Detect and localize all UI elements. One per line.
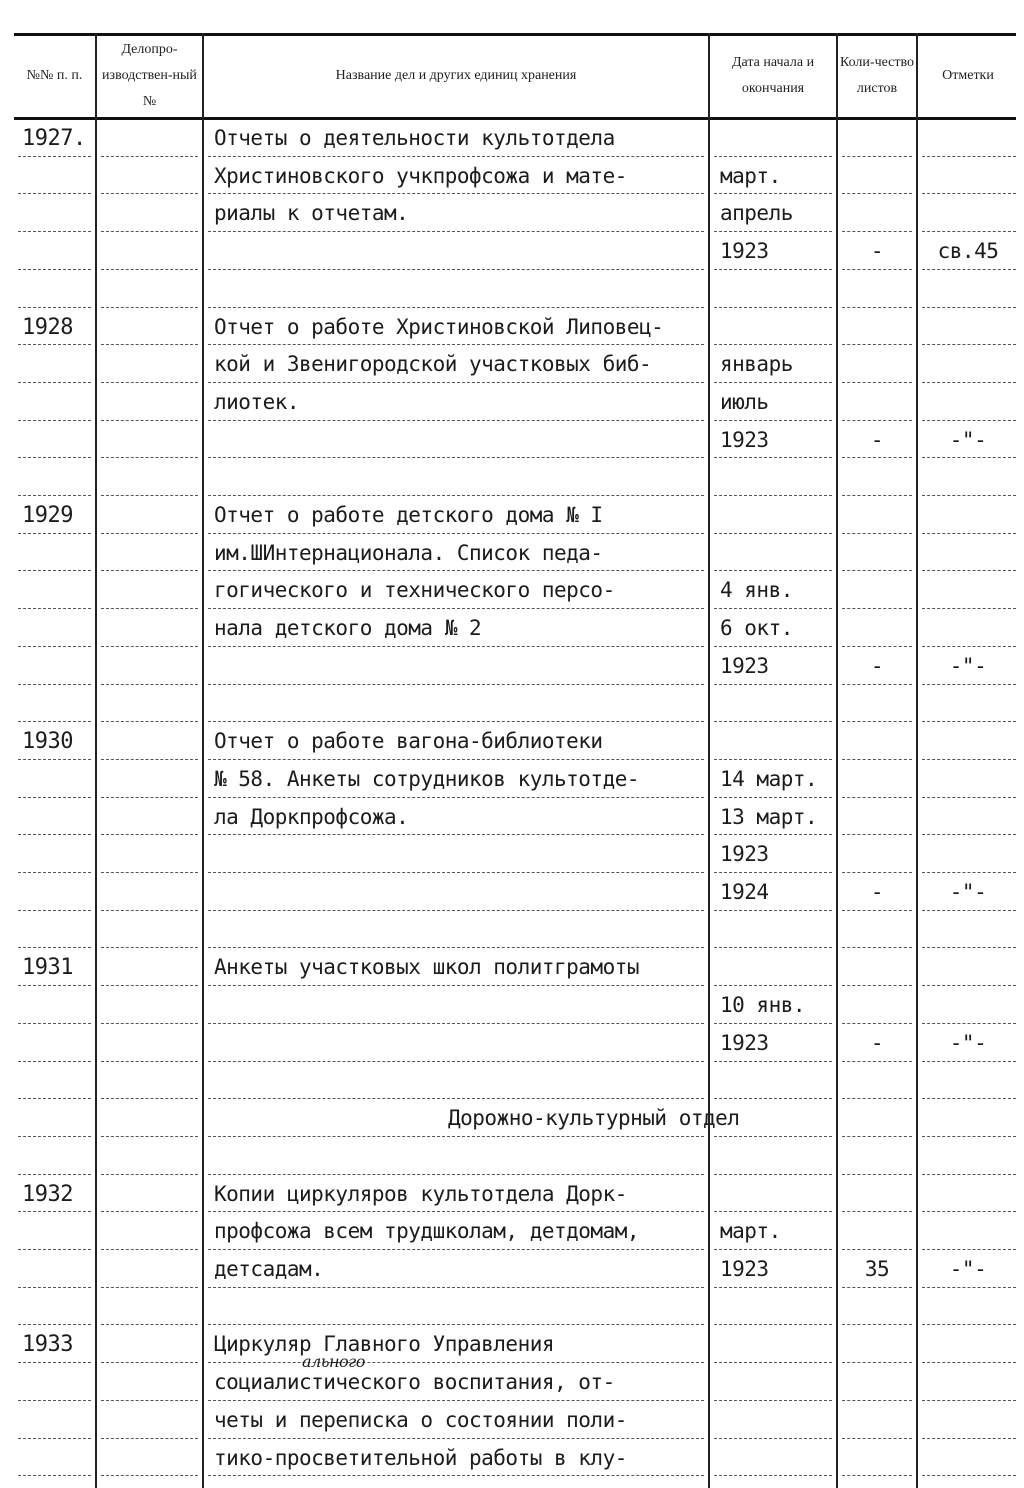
row-rule: [842, 307, 912, 308]
entry-date: январь: [720, 352, 793, 377]
row-rule: [18, 156, 91, 157]
row-rule: [18, 1136, 91, 1137]
row-rule: [842, 608, 912, 609]
row-rule: [842, 231, 912, 232]
row-rule: [18, 344, 91, 345]
row-rule: [922, 1136, 1016, 1137]
row-rule: [922, 1098, 1016, 1099]
row-rule: [922, 1438, 1016, 1439]
row-rule: [208, 156, 704, 157]
entry-number: 1930: [22, 729, 73, 755]
row-rule: [208, 420, 704, 421]
row-rule: [922, 1023, 1016, 1024]
row-rule: [714, 193, 832, 194]
column-divider: [708, 33, 710, 1488]
entry-date: март.: [720, 1219, 781, 1244]
row-rule: [18, 797, 91, 798]
row-rule: [208, 1174, 704, 1175]
entry-title-line: ла Доркпрофсожа.: [214, 804, 409, 829]
row-rule: [208, 797, 704, 798]
row-rule: [208, 759, 704, 760]
row-rule: [208, 1362, 704, 1363]
entry-title-line: детсадам.: [214, 1257, 324, 1281]
row-rule: [18, 420, 91, 421]
row-rule: [714, 420, 832, 421]
row-rule: [842, 759, 912, 760]
row-rule: [842, 193, 912, 194]
row-rule: [208, 1438, 704, 1439]
entry-date: 1923: [720, 427, 769, 452]
row-rule: [208, 382, 704, 383]
row-rule: [208, 495, 704, 496]
row-rule: [922, 608, 1016, 609]
row-rule: [101, 872, 198, 873]
row-rule: [101, 382, 198, 383]
row-rule: [714, 1023, 832, 1024]
entry-title-line: риалы к отчетам.: [214, 201, 409, 226]
row-rule: [208, 1249, 704, 1250]
entry-number: 1927.: [22, 126, 86, 151]
row-rule: [714, 797, 832, 798]
entry-date: 10 янв.: [720, 993, 806, 1018]
row-rule: [842, 570, 912, 571]
row-rule: [922, 420, 1016, 421]
entry-sheet-count: -: [870, 427, 884, 452]
row-rule: [101, 721, 198, 722]
row-rule: [922, 382, 1016, 383]
row-rule: [922, 759, 1016, 760]
row-rule: [714, 457, 832, 458]
row-rule: [714, 834, 832, 835]
entry-title-line: Христиновского учкпрофсожа и мате-: [214, 163, 627, 188]
row-rule: [208, 1324, 704, 1325]
row-rule: [101, 307, 198, 308]
row-rule: [101, 646, 198, 647]
entry-title-line: Отчет о работе вагона-библиотеки: [214, 729, 603, 754]
row-rule: [208, 1136, 704, 1137]
row-rule: [922, 646, 1016, 647]
row-rule: [18, 759, 91, 760]
row-rule: [922, 156, 1016, 157]
row-rule: [101, 1287, 198, 1288]
row-rule: [842, 269, 912, 270]
row-rule: [101, 985, 198, 986]
row-rule: [208, 985, 704, 986]
row-rule: [714, 910, 832, 911]
entry-title-line: социалистического воспитания, от-: [214, 1370, 615, 1395]
row-rule: [208, 1061, 704, 1062]
row-rule: [842, 1324, 912, 1325]
row-rule: [101, 193, 198, 194]
row-rule: [101, 1400, 198, 1401]
row-rule: [101, 1362, 198, 1363]
header-dates: Дата начала и окончания: [731, 55, 815, 96]
row-rule: [18, 1211, 91, 1212]
row-rule: [18, 1098, 91, 1099]
header-title: Название дел и других единиц хранения: [335, 68, 577, 83]
row-rule: [714, 1098, 832, 1099]
row-rule: [714, 1136, 832, 1137]
row-rule: [842, 457, 912, 458]
row-rule: [208, 1287, 704, 1288]
row-rule: [18, 307, 91, 308]
row-rule: [842, 947, 912, 948]
entry-title-line: кой и Звенигородской участковых биб-: [214, 352, 652, 377]
row-rule: [922, 721, 1016, 722]
row-rule: [18, 1249, 91, 1250]
entry-title-line: профсожа всем трудшколам, детдомам,: [214, 1219, 640, 1244]
row-rule: [101, 1249, 198, 1250]
entry-number: 1931: [22, 955, 73, 981]
row-rule: [18, 1174, 91, 1175]
entry-date: 1923: [720, 1030, 769, 1055]
row-rule: [922, 570, 1016, 571]
row-rule: [18, 721, 91, 722]
entry-date: 13 март.: [720, 804, 818, 829]
row-rule: [842, 533, 912, 534]
entry-title-line: Анкеты участковых школ политграмоты: [214, 955, 640, 980]
row-rule: [208, 570, 704, 571]
row-rule: [922, 344, 1016, 345]
entry-title-line: Отчет о работе детского дома № I: [214, 503, 603, 527]
row-rule: [842, 721, 912, 722]
row-rule: [101, 420, 198, 421]
row-rule: [208, 193, 704, 194]
row-rule: [714, 1324, 832, 1325]
row-rule: [101, 1438, 198, 1439]
row-rule: [208, 231, 704, 232]
row-rule: [208, 910, 704, 911]
row-rule: [714, 608, 832, 609]
row-rule: [18, 1400, 91, 1401]
entry-date: 1923: [720, 239, 769, 264]
row-rule: [714, 1362, 832, 1363]
entry-number: 1933: [22, 1332, 73, 1358]
row-rule: [208, 533, 704, 534]
row-rule: [208, 344, 704, 345]
row-rule: [714, 1061, 832, 1062]
entry-notes: -"-: [949, 880, 987, 904]
row-rule: [18, 1438, 91, 1439]
row-rule: [842, 1023, 912, 1024]
row-rule: [842, 344, 912, 345]
row-rule: [842, 1400, 912, 1401]
entry-title-line: Отчеты о деятельности культотдела: [214, 126, 615, 150]
entry-date: апрель: [720, 201, 793, 226]
entry-title-line: четы и переписка о состоянии поли-: [214, 1407, 627, 1432]
row-rule: [18, 1475, 91, 1476]
row-rule: [842, 1362, 912, 1363]
row-rule: [101, 684, 198, 685]
handwritten-correction: ального: [302, 1352, 365, 1372]
row-rule: [101, 797, 198, 798]
row-rule: [208, 872, 704, 873]
row-rule: [714, 872, 832, 873]
row-rule: [714, 646, 832, 647]
row-rule: [208, 1023, 704, 1024]
row-rule: [842, 1475, 912, 1476]
row-rule: [208, 1475, 704, 1476]
row-rule: [208, 608, 704, 609]
entry-title-line: Копии циркуляров культотдела Дорк-: [214, 1181, 627, 1206]
header-num: №№ п. п.: [26, 68, 83, 83]
row-rule: [208, 269, 704, 270]
row-rule: [208, 721, 704, 722]
row-rule: [922, 1324, 1016, 1325]
row-rule: [101, 570, 198, 571]
column-divider: [202, 33, 204, 1488]
row-rule: [18, 193, 91, 194]
row-rule: [101, 533, 198, 534]
row-rule: [208, 834, 704, 835]
entry-sheet-count: -: [870, 1030, 884, 1055]
entry-date: 14 март.: [720, 766, 818, 791]
row-rule: [714, 1249, 832, 1250]
row-rule: [208, 457, 704, 458]
row-rule: [922, 797, 1016, 798]
row-rule: [18, 608, 91, 609]
row-rule: [922, 533, 1016, 534]
row-rule: [922, 1174, 1016, 1175]
row-rule: [18, 1362, 91, 1363]
row-rule: [18, 533, 91, 534]
row-rule: [714, 985, 832, 986]
row-rule: [208, 1400, 704, 1401]
row-rule: [922, 947, 1016, 948]
header-notes: Отметки: [942, 68, 994, 83]
row-rule: [922, 1211, 1016, 1212]
row-rule: [714, 495, 832, 496]
entry-date: 1923: [720, 1257, 769, 1281]
entry-date: 1923: [720, 653, 769, 678]
row-rule: [842, 1211, 912, 1212]
row-rule: [18, 1061, 91, 1062]
row-rule: [842, 420, 912, 421]
row-rule: [714, 344, 832, 345]
entry-sheet-count: -: [870, 653, 884, 678]
row-rule: [842, 1287, 912, 1288]
row-rule: [18, 495, 91, 496]
row-rule: [208, 307, 704, 308]
row-rule: [18, 834, 91, 835]
entry-date: 1923: [720, 842, 769, 867]
entry-notes: -"-: [949, 1030, 987, 1055]
row-rule: [18, 1023, 91, 1024]
row-rule: [714, 1211, 832, 1212]
row-rule: [922, 1400, 1016, 1401]
row-rule: [922, 495, 1016, 496]
row-rule: [101, 231, 198, 232]
row-rule: [714, 307, 832, 308]
row-rule: [18, 910, 91, 911]
entry-sheet-count: -: [870, 880, 884, 904]
row-rule: [842, 156, 912, 157]
entry-date: июль: [720, 389, 769, 414]
row-rule: [714, 231, 832, 232]
row-rule: [18, 947, 91, 948]
entry-title-line: нала детского дома № 2: [214, 616, 482, 641]
row-rule: [922, 910, 1016, 911]
row-rule: [101, 1174, 198, 1175]
row-rule: [18, 269, 91, 270]
row-rule: [101, 457, 198, 458]
row-rule: [18, 684, 91, 685]
row-rule: [18, 231, 91, 232]
row-rule: [842, 684, 912, 685]
row-rule: [714, 1287, 832, 1288]
row-rule: [842, 495, 912, 496]
entry-notes: св.45: [937, 239, 999, 264]
row-rule: [101, 834, 198, 835]
header-sheets: Коли-чество листов: [839, 55, 915, 96]
row-rule: [922, 1475, 1016, 1476]
row-rule: [18, 1324, 91, 1325]
row-rule: [922, 1362, 1016, 1363]
row-rule: [842, 1438, 912, 1439]
row-rule: [842, 1174, 912, 1175]
row-rule: [714, 721, 832, 722]
row-rule: [714, 759, 832, 760]
row-rule: [101, 759, 198, 760]
row-rule: [922, 307, 1016, 308]
entry-title-line: гогического и технического персо-: [214, 578, 615, 603]
row-rule: [714, 1475, 832, 1476]
row-rule: [101, 947, 198, 948]
column-divider: [95, 33, 97, 1488]
row-rule: [922, 834, 1016, 835]
row-rule: [18, 872, 91, 873]
row-rule: [842, 985, 912, 986]
row-rule: [922, 193, 1016, 194]
row-rule: [101, 608, 198, 609]
row-rule: [714, 382, 832, 383]
entry-date: 6 окт.: [720, 616, 793, 641]
row-rule: [922, 1287, 1016, 1288]
row-rule: [714, 570, 832, 571]
row-rule: [842, 1098, 912, 1099]
entry-number: 1932: [22, 1181, 73, 1207]
entry-date: 1924: [720, 880, 769, 904]
row-rule: [101, 1061, 198, 1062]
entry-title-line: Отчет о работе Христиновской Липовец-: [214, 314, 664, 339]
entry-title-line: тико-просветительной работы в клу-: [214, 1445, 627, 1470]
row-rule: [714, 1400, 832, 1401]
row-rule: [714, 1438, 832, 1439]
row-rule: [18, 985, 91, 986]
row-rule: [101, 156, 198, 157]
row-rule: [922, 457, 1016, 458]
row-rule: [101, 495, 198, 496]
row-rule: [101, 910, 198, 911]
row-rule: [714, 684, 832, 685]
entry-notes: -"-: [949, 653, 987, 678]
section-heading: Дорожно-культурный отдел: [448, 1106, 740, 1131]
row-rule: [842, 910, 912, 911]
row-rule: [18, 570, 91, 571]
row-rule: [842, 1136, 912, 1137]
row-rule: [101, 1023, 198, 1024]
entry-notes: -"-: [949, 427, 987, 452]
row-rule: [922, 269, 1016, 270]
row-rule: [714, 269, 832, 270]
row-rule: [922, 872, 1016, 873]
entry-sheet-count: 35: [864, 1257, 890, 1281]
row-rule: [842, 834, 912, 835]
row-rule: [18, 382, 91, 383]
row-rule: [842, 1249, 912, 1250]
row-rule: [101, 1475, 198, 1476]
row-rule: [101, 1324, 198, 1325]
entry-title-line: лиотек.: [214, 389, 300, 414]
row-rule: [922, 985, 1016, 986]
entry-date: 4 янв.: [720, 578, 793, 603]
row-rule: [922, 684, 1016, 685]
row-rule: [842, 646, 912, 647]
row-rule: [208, 1098, 704, 1099]
row-rule: [208, 1211, 704, 1212]
entry-title-line: № 58. Анкеты сотрудников культотде-: [214, 766, 640, 791]
row-rule: [101, 1098, 198, 1099]
entry-date: март.: [720, 163, 781, 188]
row-rule: [101, 269, 198, 270]
row-rule: [18, 1287, 91, 1288]
row-rule: [208, 947, 704, 948]
entry-title-line: Циркуляр Главного Управления: [214, 1332, 555, 1357]
entry-notes: -"-: [949, 1257, 987, 1281]
row-rule: [842, 1061, 912, 1062]
row-rule: [208, 646, 704, 647]
row-rule: [842, 797, 912, 798]
row-rule: [101, 1211, 198, 1212]
entry-title-line: им.ШИнтернационала. Список педа-: [214, 540, 603, 565]
row-rule: [18, 457, 91, 458]
row-rule: [714, 947, 832, 948]
header-office-num: Делопро-изводствен-ный №: [102, 42, 197, 109]
row-rule: [101, 1136, 198, 1137]
row-rule: [842, 382, 912, 383]
entry-number: 1928: [22, 314, 73, 340]
row-rule: [714, 1174, 832, 1175]
row-rule: [922, 1061, 1016, 1062]
row-rule: [922, 231, 1016, 232]
row-rule: [18, 646, 91, 647]
row-rule: [842, 872, 912, 873]
entry-sheet-count: -: [870, 239, 884, 264]
row-rule: [101, 344, 198, 345]
row-rule: [714, 156, 832, 157]
entry-number: 1929: [22, 503, 73, 528]
row-rule: [208, 684, 704, 685]
row-rule: [714, 533, 832, 534]
row-rule: [922, 1249, 1016, 1250]
